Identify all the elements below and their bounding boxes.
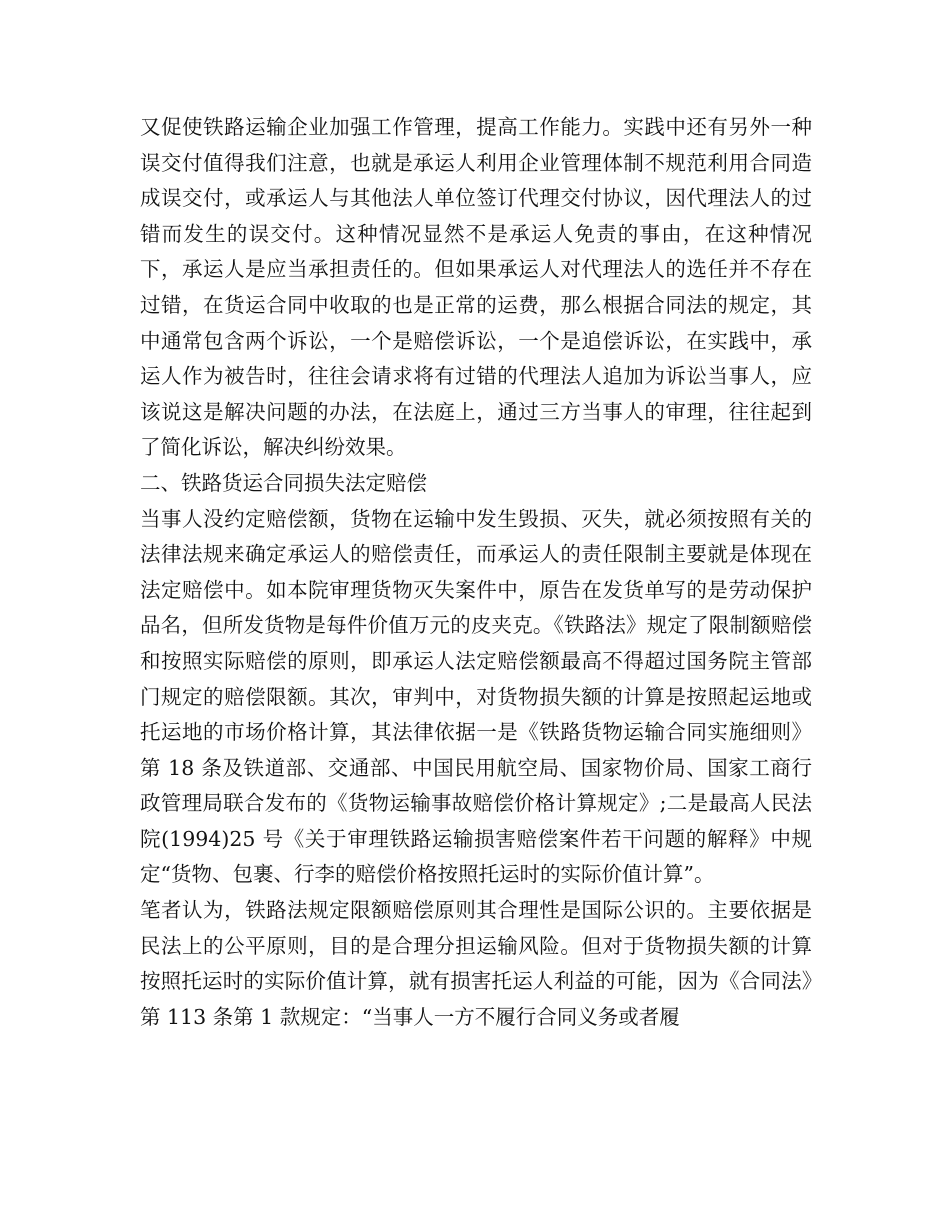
paragraph-misdelivery: 又促使铁路运输企业加强工作管理，提高工作能力。实践中还有另外一种误交付值得我们注意，也就是承运人利用企业管理体制不规范利用合同造成误交付，或承运人与其他法人单位签订代理交付协议，因代理法人的过错而发生的误交付。这种情况显然不是承运人免责的事由，在这种情况下，承运人是应当承担责任的。但如果承运人对代理法人的选任并不存在过错，在货运合同中收取的也是正常的运费，那么根据合同法的规定，其中通常包含两个诉讼，一个是赔偿诉讼，一个是追偿诉讼，在实践中，承运人作为被告时，往往会请求将有过错的代理法人追加为诉讼当事人，应该说这是解决问题的办法，在法庭上，通过三方当事人的审理，往往起到了简化诉讼，解决纠纷效果。 (140, 115, 812, 460)
document-page (140, 110, 812, 1035)
paragraph-statutory-compensation: 当事人没约定赔偿额，货物在运输中发生毁损、灭失，就必须按照有关的法律法规来确定承运人的赔偿责任，而承运人的责任限制主要就是体现在法定赔偿中。如本院审理货物灭失案件中，原告在发货单写的是劳动保护品名，但所发货物是每件价值万元的皮夹克。《铁路法》规定了限制额赔偿和按照实际赔偿的原则，即承运人法定赔偿额最高不得超过国务院主管部门规定的赔偿限额。其次，审判中，对货物损失额的计算是按照起运地或托运地的市场价格计算，其法律依据一是《铁路货物运输合同实施细则》第 18 条及铁道部、交通部、中国民用航空局、国家物价局、国家工商行政管理局联合发布的《货物运输事故赔偿价格计算规定》;二是最高人民法院(1994)25 号《关于审理铁路运输损害赔偿案件若干问题的解释》中规定“货物、包裹、行李的赔偿价格按照托运时的实际价值计算”。 (140, 506, 812, 887)
section-heading-statutory-compensation: 二、铁路货运合同损失法定赔偿 (140, 470, 427, 495)
paragraph-author-opinion: 笔者认为，铁路法规定限额赔偿原则其合理性是国际公识的。主要依据是民法上的公平原则，目的是合理分担运输风险。但对于货物损失额的计算按照托运时的实际价值计算，就有损害托运人利益的可能，因为《合同法》第 113 条第 1 款规定：“当事人一方不履行合同义务或者履 (140, 898, 812, 1029)
